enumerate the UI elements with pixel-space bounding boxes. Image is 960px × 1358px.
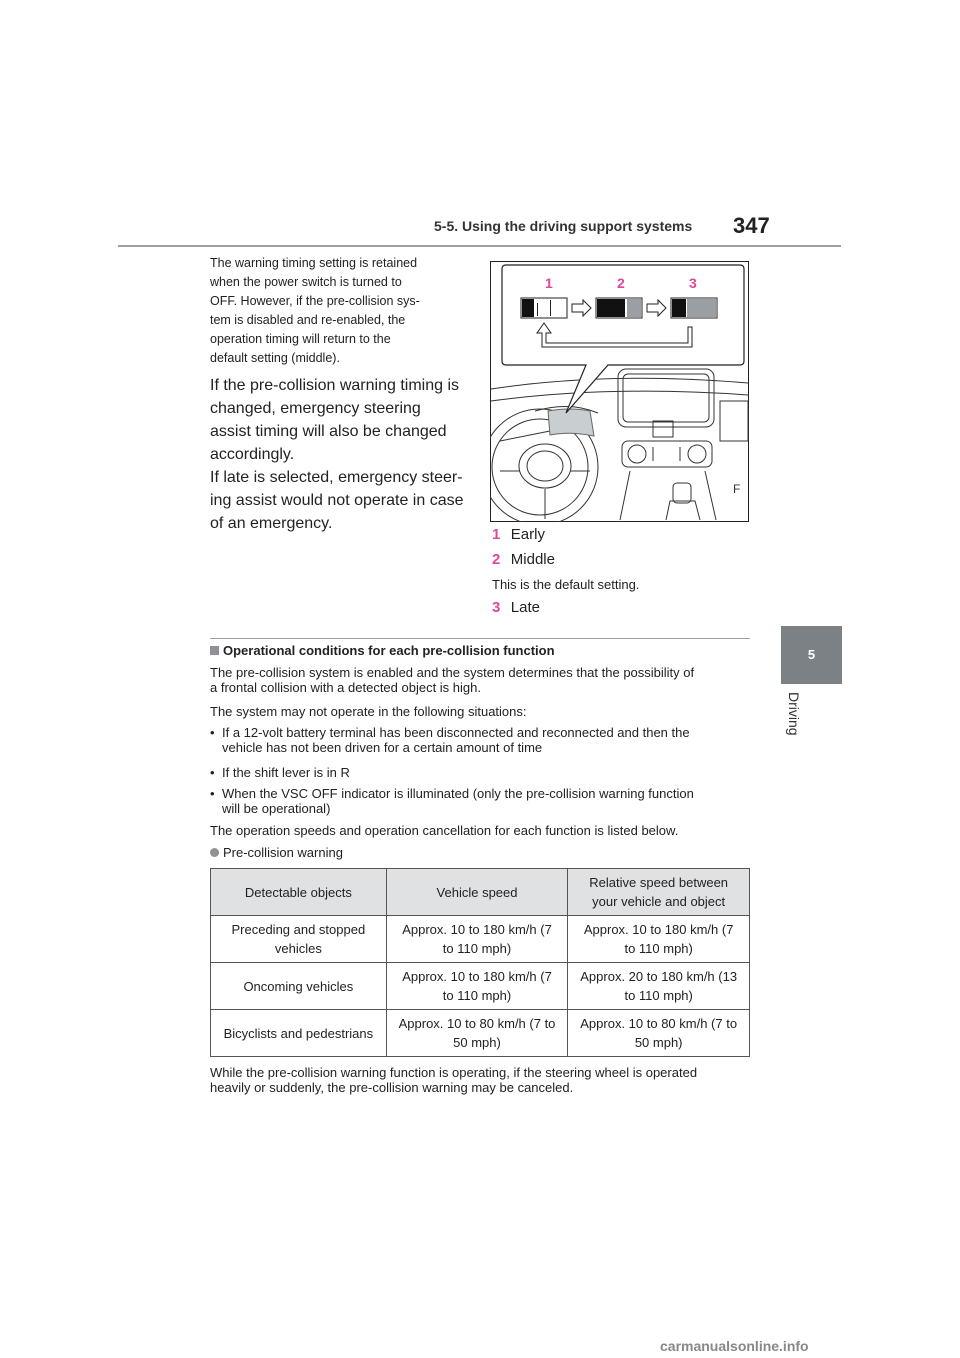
- chapter-tab[interactable]: 5: [781, 626, 842, 684]
- square-bullet-icon: [210, 646, 219, 655]
- callout-number-1: 1: [545, 275, 553, 291]
- header-detectable-objects: Detectable objects: [211, 869, 387, 916]
- cancellation-note: While the pre-collision warning function is operating, if the steering wheel is operated heavily or suddenly, the pre-collision warning may be canceled.: [210, 1065, 698, 1095]
- situation-bullet-vsc: • When the VSC OFF indicator is illuminated (only the pre-collision warning function will be operational): [210, 786, 694, 816]
- header-divider: [118, 245, 841, 247]
- legend-item-early: 1 Early: [492, 526, 545, 543]
- table-row: Oncoming vehicles Approx. 10 to 180 km/h (7 to 110 mph) Approx. 20 to 180 km/h (13 to 110 mph): [211, 963, 750, 1010]
- table-row: Bicyclists and pedestrians Approx. 10 to 80 km/h (7 to 50 mph) Approx. 10 to 80 km/h (7 to 50 mph): [211, 1010, 750, 1057]
- timing-indicator-early: [521, 298, 567, 318]
- chapter-label: Driving: [786, 692, 802, 736]
- header-relative-speed: Relative speed between your vehicle and object: [568, 869, 750, 916]
- timing-indicator-middle: [596, 298, 642, 318]
- header-vehicle-speed: Vehicle speed: [386, 869, 568, 916]
- table-header-row: [211, 869, 750, 916]
- default-setting-note: This is the default setting.: [492, 577, 640, 592]
- situation-bullet-battery: • If a 12-volt battery terminal has been disconnected and reconnected and then the vehicle has not been driven for a certain amount of time: [210, 725, 690, 755]
- section-title: 5-5. Using the driving support systems: [434, 218, 693, 234]
- operation-speed-table: [210, 868, 750, 1057]
- speeds-intro: The operation speeds and operation cancellation for each function is listed below.: [210, 823, 679, 838]
- situations-intro: The system may not operate in the following situations:: [210, 704, 527, 719]
- steering-assist-timing-paragraph: If the pre-collision warning timing is changed, emergency steering assist timing will also be changed accordingly.: [210, 377, 459, 463]
- late-setting-paragraph: If late is selected, emergency steer- ing assist would not operate in case of an emergency.: [210, 469, 464, 532]
- legend-item-middle: 2 Middle: [492, 551, 555, 568]
- timing-retention-note: The warning timing setting is retained when the power switch is turned to OFF. However, if the pre-collision sys- tem is disabled and re-enabled, the operation timing will return to the default setting (middle).: [210, 256, 420, 365]
- timing-setting-illustration: [490, 261, 749, 522]
- callout-number-3: 3: [689, 275, 697, 291]
- circle-bullet-icon: [210, 848, 219, 857]
- page-number: 347: [733, 213, 770, 238]
- table-row: Preceding and stopped vehicles Approx. 10 to 180 km/h (7 to 110 mph) Approx. 10 to 180 km/h (7 to 110 mph): [211, 916, 750, 963]
- section-heading: Operational conditions for each pre-collision function: [210, 643, 555, 658]
- section-divider: [210, 638, 750, 639]
- legend-item-late: 3 Late: [492, 599, 540, 616]
- enabled-condition-paragraph: The pre-collision system is enabled and the system determines that the possibility of a frontal collision with a detected object is high.: [210, 665, 695, 695]
- callout-number-2: 2: [617, 275, 625, 291]
- sub-item-pre-collision-warning: Pre-collision warning: [210, 845, 343, 860]
- situation-bullet-shift: • If the shift lever is in R: [210, 765, 350, 780]
- watermark: carmanualsonline.info: [660, 1338, 809, 1354]
- timing-indicator-late: [671, 298, 717, 318]
- svg-text:F: F: [733, 482, 741, 496]
